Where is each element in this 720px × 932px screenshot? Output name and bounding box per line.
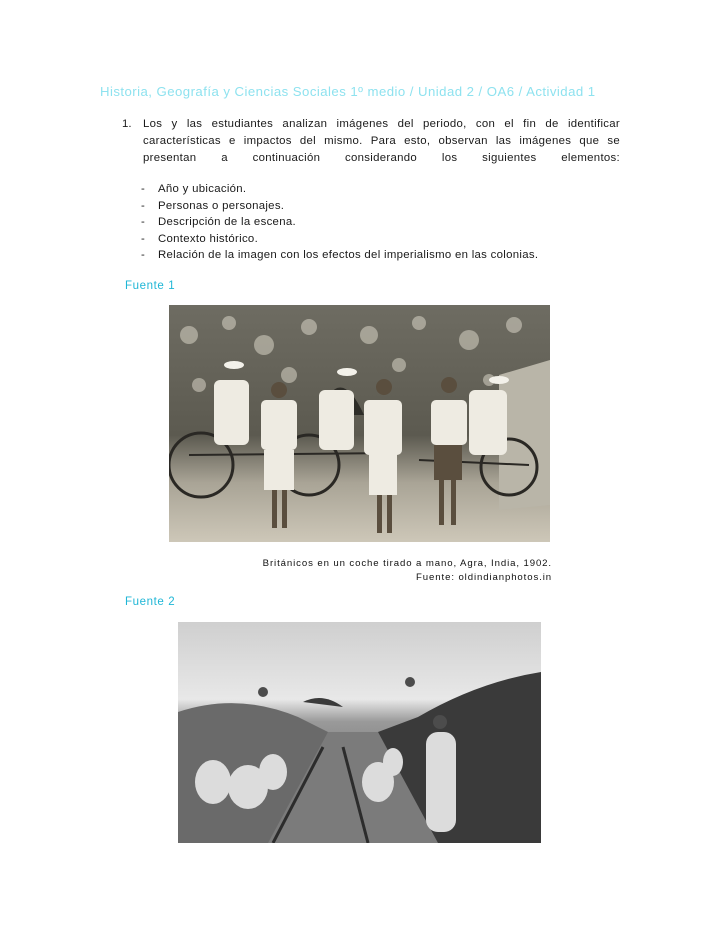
bullet-dash: - xyxy=(141,216,146,228)
bullet-dash: - xyxy=(141,232,146,245)
source-1-photo xyxy=(169,305,550,542)
page-title: Historia, Geografía y Ciencias Sociales 1º medio / Unidad 2 / OA6 / Actividad 1 xyxy=(100,84,596,99)
source-1-heading: Fuente 1 xyxy=(125,280,176,292)
list-item: - Relación de la imagen con los efectos del imperialismo en las colonias. xyxy=(141,247,538,264)
bullet-dash: - xyxy=(141,199,146,212)
activity-instruction xyxy=(120,116,620,167)
bullet-dash: - xyxy=(141,249,146,261)
instruction-text: Los y las estudiantes analizan imágenes del periodo, con el fin de identificar características e impactos del mismo. Para esto, observan las imágenes que se presentan a continuación considerando los siguientes elementos: xyxy=(143,118,620,164)
list-item: - Año y ubicación. xyxy=(141,181,538,198)
caption-text: Británicos en un coche tirado a mano, Agra, India, 1902. xyxy=(262,558,552,569)
list-item: - Descripción de la escena. xyxy=(141,214,538,231)
list-item: - Personas o personajes. xyxy=(141,198,538,215)
caption-credit: Fuente: oldindianphotos.in xyxy=(416,571,552,583)
source-2-photo xyxy=(178,622,541,843)
activity-number: 1. xyxy=(122,118,132,130)
list-item: - Contexto histórico. xyxy=(141,231,538,248)
source-2-heading: Fuente 2 xyxy=(125,596,176,608)
elements-list xyxy=(141,181,538,264)
source-1-caption xyxy=(263,557,552,584)
bullet-dash: - xyxy=(141,183,146,195)
